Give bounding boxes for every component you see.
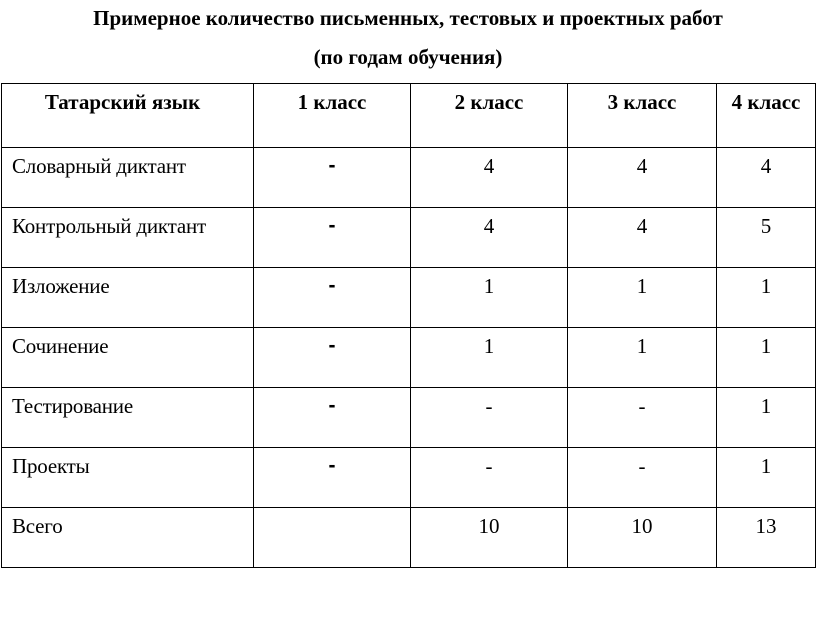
header-grade-1: 1 класс [254,84,411,148]
works-count-table [1,83,816,568]
cell-grade-2: 4 [411,148,568,208]
cell-grade-2: 10 [411,508,568,568]
cell-grade-2: 1 [411,328,568,388]
header-subject: Татарский язык [2,84,254,148]
row-label: Контрольный диктант [2,208,254,268]
cell-grade-3: - [568,448,717,508]
header-grade-2: 2 класс [411,84,568,148]
header-grade-3: 3 класс [568,84,717,148]
row-label: Тестирование [2,388,254,448]
cell-grade-1: - [254,148,411,208]
table-row [2,328,816,388]
cell-grade-4: 1 [717,268,816,328]
cell-grade-1: - [254,208,411,268]
cell-grade-2: 4 [411,208,568,268]
table-row [2,448,816,508]
page-title: Примерное количество письменных, тестовых и проектных работ [93,6,723,30]
cell-grade-1: - [254,328,411,388]
cell-grade-3: 1 [568,328,717,388]
cell-grade-3: 4 [568,208,717,268]
cell-grade-4: 4 [717,148,816,208]
cell-grade-2: - [411,388,568,448]
table-header-row [2,84,816,148]
row-label: Проекты [2,448,254,508]
cell-grade-4: 13 [717,508,816,568]
cell-grade-4: 5 [717,208,816,268]
cell-grade-1 [254,508,411,568]
cell-grade-4: 1 [717,388,816,448]
table-row [2,208,816,268]
cell-grade-1: - [254,388,411,448]
row-label: Изложение [2,268,254,328]
cell-grade-1: - [254,448,411,508]
cell-grade-1: - [254,268,411,328]
row-label: Сочинение [2,328,254,388]
cell-grade-2: 1 [411,268,568,328]
cell-grade-4: 1 [717,448,816,508]
page-subtitle: (по годам обучения) [313,45,503,69]
row-label: Всего [2,508,254,568]
cell-grade-3: 4 [568,148,717,208]
cell-grade-4: 1 [717,328,816,388]
table-row [2,148,816,208]
cell-grade-3: 10 [568,508,717,568]
cell-grade-3: 1 [568,268,717,328]
table-row [2,268,816,328]
table-row-total [2,508,816,568]
header-grade-4: 4 класс [717,84,816,148]
cell-grade-2: - [411,448,568,508]
row-label: Словарный диктант [2,148,254,208]
table-row [2,388,816,448]
cell-grade-3: - [568,388,717,448]
